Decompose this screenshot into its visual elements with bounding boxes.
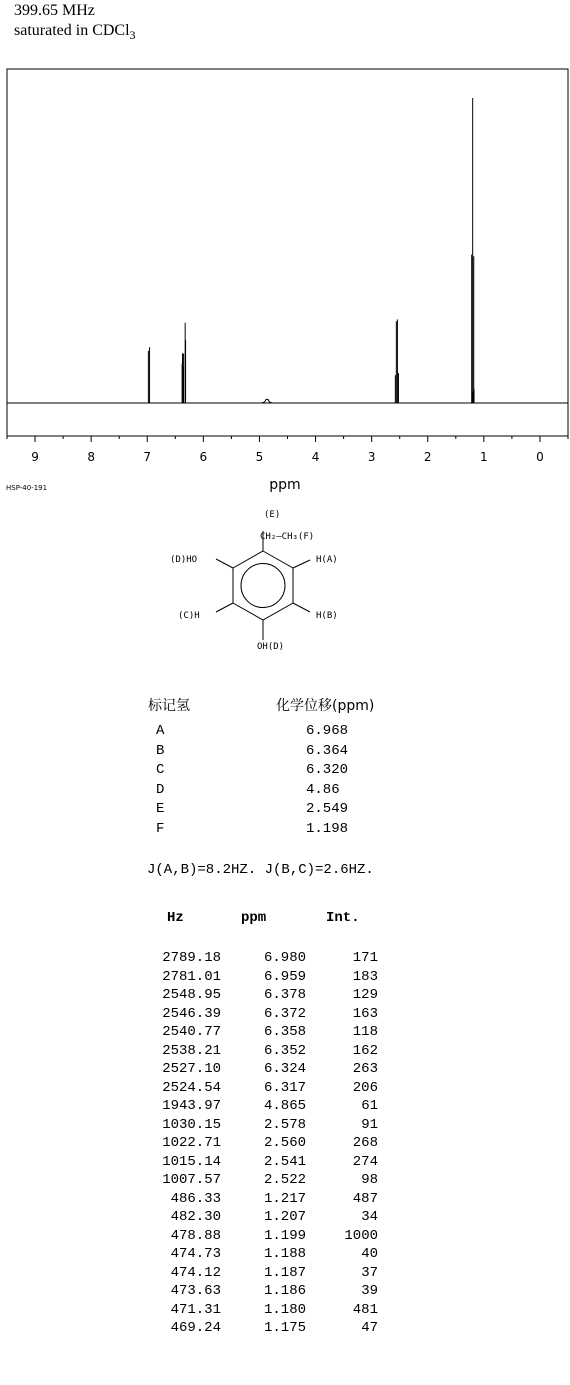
peak-header-hz: Hz (167, 910, 184, 926)
bond-ha (293, 560, 310, 568)
peak-hz: 1022.71 (162, 1135, 221, 1151)
peak-int: 34 (361, 1209, 378, 1225)
peak-hz: 2538.21 (162, 1042, 221, 1059)
spectrum-peak (261, 399, 273, 403)
frequency-label: 399.65 MHz (14, 2, 95, 19)
peak-hz: 471.31 (170, 1301, 221, 1318)
assignment-shift: 4.86 (306, 781, 340, 798)
peak-int: 481 (352, 1301, 378, 1318)
peak-header-int: Int. (326, 910, 360, 926)
peak-ppm: 6.378 (263, 987, 306, 1003)
peak-hz: 486.33 (170, 1190, 221, 1207)
x-tick-label: 4 (311, 450, 320, 464)
bond-ch (216, 603, 233, 612)
peak-int: 47 (361, 1320, 378, 1336)
peak-hz: 1015.14 (162, 1153, 221, 1170)
x-axis-ticks (7, 436, 568, 464)
peak-ppm: 4.865 (263, 1098, 306, 1114)
peak-int: 61 (361, 1098, 378, 1114)
assignment-label: A (156, 723, 165, 739)
label-e: (E) (264, 510, 281, 520)
label-d-ho: (D)HO (170, 555, 198, 565)
label-c-h: (C)H (178, 611, 200, 621)
peak-ppm: 1.187 (263, 1264, 306, 1281)
plot-frame (7, 69, 568, 436)
assignment-col-label: 标记氢 (148, 698, 190, 714)
x-tick-label: 1 (480, 450, 488, 464)
spectrum-trace (7, 98, 568, 403)
peak-ppm: 1.180 (263, 1301, 306, 1318)
peak-ppm: 6.372 (263, 1005, 306, 1022)
assignment-label: C (156, 762, 165, 778)
peak-int: 183 (352, 968, 378, 985)
bond-ho (216, 559, 233, 568)
peak-ppm: 2.578 (263, 1116, 306, 1133)
solvent-text: saturated in CDCl (14, 22, 130, 39)
peak-int: 206 (352, 1079, 378, 1096)
peak-hz: 478.88 (170, 1227, 221, 1244)
peak-int: 487 (352, 1190, 378, 1207)
peak-ppm: 2.560 (263, 1135, 306, 1151)
peak-int: 91 (361, 1116, 378, 1133)
assignment-shift: 1.198 (306, 820, 349, 837)
peak-int: 40 (361, 1246, 378, 1262)
peak-hz: 2781.01 (162, 968, 221, 985)
label-h-b: H(B) (316, 611, 338, 621)
peak-ppm: 6.317 (263, 1079, 306, 1096)
peak-hz: 1030.15 (162, 1116, 221, 1133)
peak-header-ppm: ppm (241, 910, 267, 926)
peak-int: 263 (352, 1061, 378, 1077)
x-tick-label: 3 (367, 450, 376, 464)
peak-hz: 473.63 (170, 1283, 221, 1299)
peak-int: 1000 (344, 1227, 378, 1244)
peak-ppm: 6.352 (263, 1042, 306, 1059)
peak-hz: 2789.18 (162, 950, 221, 966)
solvent-subscript: 3 (129, 28, 136, 43)
peak-hz: 474.12 (170, 1264, 221, 1281)
assignment-label: B (156, 742, 165, 759)
peak-int: 37 (361, 1264, 378, 1281)
peak-int: 171 (352, 950, 378, 966)
peak-ppm: 1.186 (263, 1283, 306, 1299)
bond-hb (293, 603, 310, 612)
peak-hz: 469.24 (170, 1320, 221, 1336)
x-tick-label: 5 (255, 450, 264, 464)
peak-int: 163 (352, 1005, 378, 1022)
x-tick-label: 6 (199, 450, 208, 464)
peak-ppm: 1.175 (263, 1320, 306, 1336)
x-axis-label: ppm (269, 477, 301, 493)
label-oh-d: OH(D) (257, 642, 285, 652)
peak-hz: 1943.97 (162, 1098, 221, 1114)
x-tick-label: 2 (423, 450, 432, 464)
assignment-shift: 6.968 (306, 723, 349, 739)
peak-ppm: 6.959 (263, 968, 306, 985)
assignment-label: E (156, 801, 165, 817)
peak-hz: 474.73 (170, 1246, 221, 1262)
peak-int: 39 (361, 1283, 378, 1299)
x-tick-label: 7 (143, 450, 152, 464)
label-h-a: H(A) (316, 555, 338, 565)
coupling-constants: J(A,B)=8.2HZ. J(B,C)=2.6HZ. (147, 862, 374, 878)
peak-hz: 2527.10 (162, 1061, 221, 1077)
peak-ppm: 2.522 (263, 1172, 306, 1188)
peak-ppm: 1.217 (263, 1190, 306, 1207)
peak-hz: 2548.95 (162, 987, 221, 1003)
peak-int: 162 (352, 1042, 378, 1059)
assignment-label: F (156, 820, 165, 837)
peak-ppm: 1.207 (263, 1209, 306, 1225)
peak-int: 118 (352, 1024, 378, 1040)
peak-hz: 2540.77 (162, 1024, 221, 1040)
assignment-label: D (156, 781, 165, 798)
peak-hz: 2546.39 (162, 1005, 221, 1022)
peak-ppm: 1.199 (263, 1227, 306, 1244)
x-tick-label: 0 (536, 450, 544, 464)
aromatic-circle (241, 564, 285, 608)
peak-int: 129 (352, 987, 378, 1003)
x-tick-label: 8 (87, 450, 95, 464)
peak-ppm: 6.358 (263, 1024, 306, 1040)
peak-hz: 482.30 (170, 1209, 221, 1225)
benzene-ring (233, 551, 293, 620)
assignment-col-shift: 化学位移(ppm) (276, 698, 375, 714)
peak-ppm: 6.980 (263, 950, 306, 966)
peak-int: 274 (352, 1153, 378, 1170)
label-ch2-ch3: CH₂—CH₃(F) (260, 532, 315, 542)
peak-int: 98 (361, 1172, 378, 1188)
peak-ppm: 6.324 (263, 1061, 306, 1077)
peak-hz: 2524.54 (162, 1079, 221, 1096)
assignment-shift: 6.364 (306, 742, 349, 759)
x-tick-label: 9 (31, 450, 39, 464)
assignment-shift: 6.320 (306, 762, 349, 778)
peak-ppm: 2.541 (263, 1153, 306, 1170)
molecule-structure (150, 505, 410, 685)
assignment-shift: 2.549 (306, 801, 349, 817)
peak-hz: 1007.57 (162, 1172, 221, 1188)
peak-int: 268 (352, 1135, 378, 1151)
spectrum-id: HSP-40-191 (6, 484, 48, 492)
nmr-spectrum-chart (0, 0, 570, 500)
peak-ppm: 1.188 (263, 1246, 306, 1262)
